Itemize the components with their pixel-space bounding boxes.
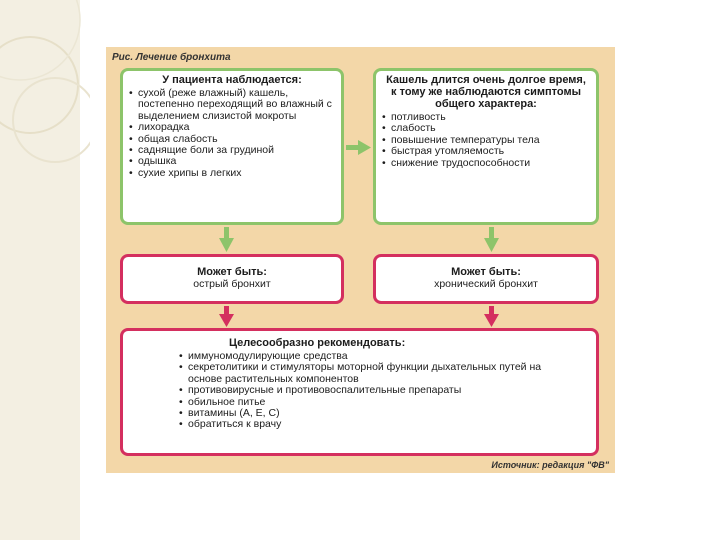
recommendation-item: • иммуномодулирующие средства: [179, 351, 586, 362]
symptom-item: • сухие хрипы в легких: [129, 168, 335, 179]
figure-title: Рис. Лечение бронхита: [112, 52, 231, 63]
acute-result-text: острый бронхит: [193, 278, 271, 290]
arrow-down-red-right: [484, 306, 499, 327]
recommendation-item: • обратиться к врачу: [179, 419, 586, 430]
symptom-item: • одышка: [129, 156, 335, 167]
chronic-symptom-item: • снижение трудоспособности: [382, 158, 590, 169]
chronic-symptoms-box-title: Кашель длится очень долгое время, к тому же наблюдаются симптомы общего характера:: [386, 74, 586, 110]
symptoms-box: [120, 68, 344, 225]
chronic-symptom-item: • повышение температуры тела: [382, 135, 590, 146]
arrow-down-green-right: [484, 227, 499, 252]
symptoms-box-title: У пациента наблюдается:: [162, 74, 302, 86]
decorative-circles: [0, 0, 90, 200]
figure-source: Источник: редакция "ФВ": [491, 460, 609, 470]
chronic-result-title: Может быть:: [451, 266, 521, 278]
recommendation-list: [179, 351, 586, 431]
chronic-symptom-item: • быстрая утомляемость: [382, 146, 590, 157]
chronic-result-box: [373, 254, 599, 304]
chronic-symptoms-list: [382, 112, 590, 169]
symptom-item: • лихорадка: [129, 122, 335, 133]
chronic-result-text: хронический бронхит: [434, 278, 538, 290]
recommendation-item: • секретолитики и стимуляторы моторной функции дыхательных путей на основе растительных компонентов: [179, 362, 586, 385]
acute-result-title: Может быть:: [197, 266, 267, 278]
symptom-item: • общая слабость: [129, 134, 335, 145]
bronchitis-treatment-figure: [106, 47, 615, 473]
chronic-symptom-item: • слабость: [382, 123, 590, 134]
chronic-symptom-item: • потливость: [382, 112, 590, 123]
symptom-item: • саднящие боли за грудиной: [129, 145, 335, 156]
symptom-item: • сухой (реже влажный) кашель, постепенно переходящий во влажный с выделением слизистой мокроты: [129, 88, 335, 122]
recommendation-item: • витамины (А, Е, С): [179, 408, 586, 419]
symptoms-list: [129, 88, 335, 179]
arrow-right-green: [346, 140, 371, 155]
recommendation-title: Целесообразно рекомендовать:: [229, 337, 406, 349]
recommendation-box: [120, 328, 599, 456]
recommendation-item: • противовирусные и противовоспалительные препараты: [179, 385, 586, 396]
arrow-down-green-left: [219, 227, 234, 252]
acute-result-box: [120, 254, 344, 304]
chronic-symptoms-box: [373, 68, 599, 225]
arrow-down-red-left: [219, 306, 234, 327]
recommendation-item: • обильное питье: [179, 397, 586, 408]
